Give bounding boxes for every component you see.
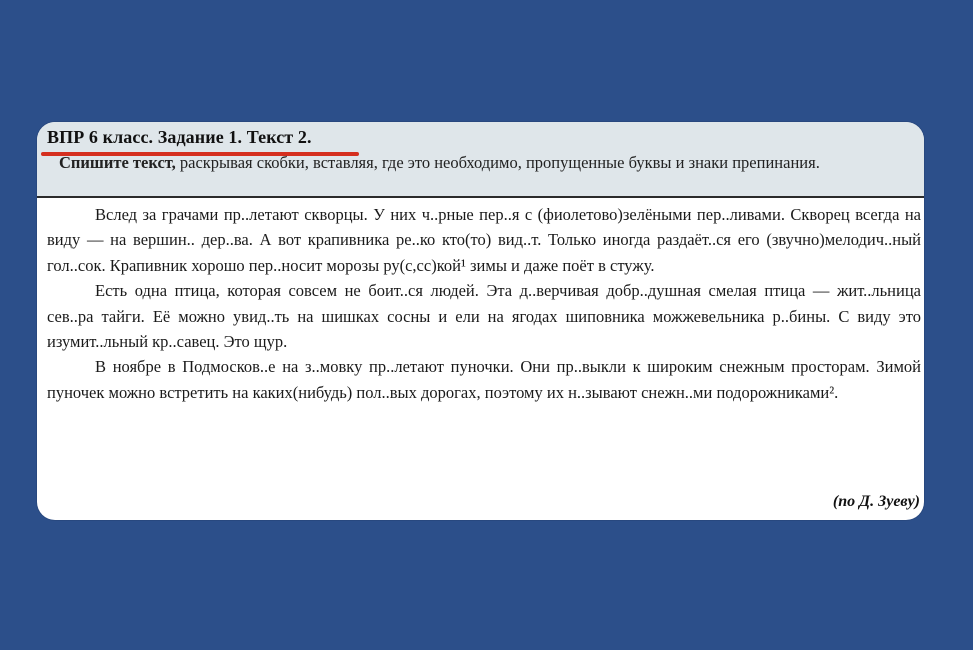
task-header [37, 122, 924, 198]
author-attribution: (по Д. Зуеву) [832, 493, 920, 510]
task-text [47, 202, 921, 405]
task-card [37, 122, 924, 520]
paragraph-2: Есть одна птица, которая совсем не боит..ся людей. Эта д..верчивая добр..душная смелая птица — жит..льница сев..ра тайги. Её можно увид..ть на шишках сосны и ели на ягодах шиповника можжевельника р..бины. С виду это изумит..льный кр..савец. Это щур. [47, 281, 921, 352]
paragraph-3: В ноябре в Подмосков..е на з..мовку пр..летают пуночки. Они пр..выкли к широким снежным просторам. Зимой пуночек можно встретить на каких(нибудь) пол..вых дорогах, поэтому их н..зывают снежн..ми подорожниками². [47, 357, 921, 402]
instruction-text: раскрывая скобки, вставляя, где это необходимо, пропущенные буквы и знаки препинания. [175, 153, 820, 172]
paragraph-1: Вслед за грачами пр..летают скворцы. У них ч..рные пер..я с (фиолетово)зелёными пер..ливами. Скворец всегда на виду — на вершин.. дер..ва. А вот крапивника ре..ко кто(то) вид..т. Только иногда раздаёт..ся его (звучно)мелодич..ный гол..сок. Крапивник хорошо пер..носит морозы ру(с,сс)кой¹ зимы и даже поёт в стужу. [47, 205, 921, 275]
instruction-bold: Спишите текст, [59, 153, 176, 172]
task-instruction [59, 153, 909, 173]
task-title: ВПР 6 класс. Задание 1. Текст 2. [47, 127, 312, 147]
